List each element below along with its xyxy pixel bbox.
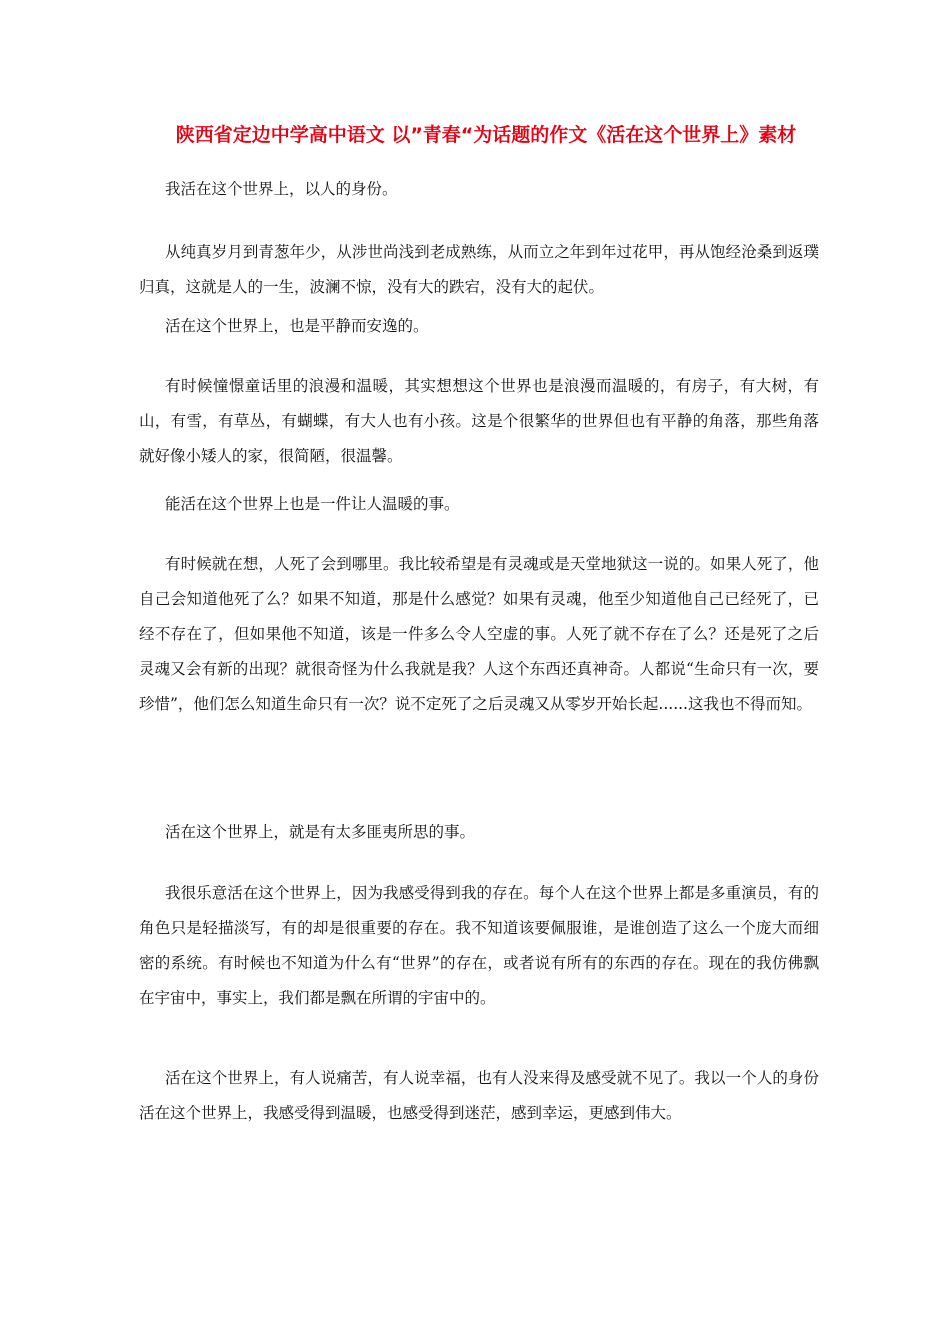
paragraph-4: 有时候憧憬童话里的浪漫和温暖，其实想想这个世界也是浪漫而温暖的，有房子，有大树，有山，有雪，有草丛，有蝴蝶，有大人也有小孩。这是个很繁华的世界但也有平静的角落，那些角落就好像小矮人的家，很简陋，很温馨。 [139,377,819,465]
paragraph-3: 活在这个世界上，也是平静而安逸的。 [165,317,429,335]
paragraph-6: 有时候就在想，人死了会到哪里。我比较希望是有灵魂或是天堂地狱这一说的。如果人死了，他自己会知道他死了么？如果不知道，那是什么感觉？如果有灵魂，他至少知道他自己已经死了，已经不存在了，但如果他不知道，该是一件多么令人空虚的事。人死了就不存在了么？还是死了之后灵魂又会有新的出现？就很奇怪为什么我就是我？人这个东西还真神奇。人都说“生命只有一次，要珍惜”，他们怎么知道生命只有一次？说不定死了之后灵魂又从零岁开始长起......这我也不得而知。 [139,555,819,713]
paragraph-1: 我活在这个世界上，以人的身份。 [165,180,398,198]
paragraph-8: 我很乐意活在这个世界上，因为我感受得到我的存在。每个人在这个世界上都是多重演员，有的角色只是轻描淡写，有的却是很重要的存在。我不知道该要佩服谁，是谁创造了这么一个庞大而细密的系统。有时候也不知道为什么有“世界”的存在，或者说有所有的东西的存在。现在的我仿佛飘在宇宙中，事实上，我们都是飘在所谓的宇宙中的。 [139,884,819,1007]
paragraph-9: 活在这个世界上，有人说痛苦，有人说幸福，也有人没来得及感受就不见了。我以一个人的身份活在这个世界上，我感受得到温暖，也感受得到迷茫，感到幸运，更感到伟大。 [139,1069,819,1122]
paragraph-5: 能活在这个世界上也是一件让人温暖的事。 [165,495,460,513]
paragraph-2: 从纯真岁月到青葱年少，从涉世尚浅到老成熟练，从而立之年到年过花甲，再从饱经沧桑到返璞归真，这就是人的一生，波澜不惊，没有大的跌宕，没有大的起伏。 [139,243,819,296]
paragraph-7: 活在这个世界上，就是有太多匪夷所思的事。 [165,823,476,841]
document-title: 陕西省定边中学高中语文 以”青春“为话题的作文《活在这个世界上》素材 [175,124,797,146]
